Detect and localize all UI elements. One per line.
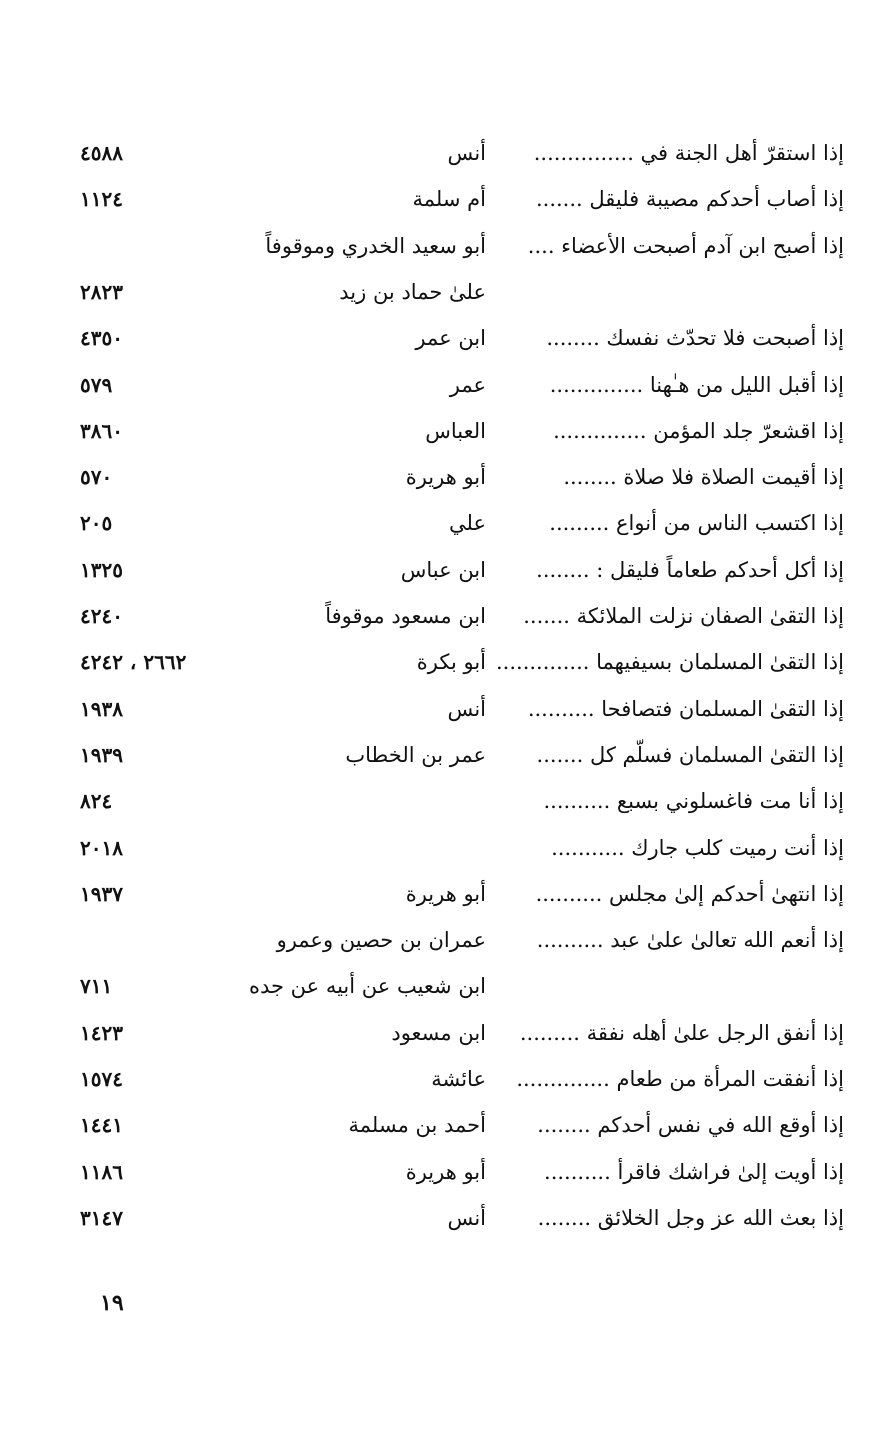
hadith-phrase: إذا أقبل الليل من هـٰهنا .............. <box>549 372 844 397</box>
index-entry-row <box>0 920 891 960</box>
hadith-phrase: إذا أقيمت الصلاة فلا صلاة ........ <box>563 465 844 490</box>
index-entry-row <box>0 550 891 590</box>
hadith-number: ٣١٤٧ <box>80 1205 123 1230</box>
index-entry-row <box>0 1105 891 1145</box>
hadith-number: ٢٨٢٣ <box>80 279 123 304</box>
hadith-number: ٧١١ <box>80 974 113 999</box>
index-entry-row <box>0 781 891 821</box>
narrator-name: أبو سعيد الخدري وموقوفاً <box>265 233 486 258</box>
page-number: ١٩ <box>100 1290 124 1316</box>
hadith-number: ١٥٧٤ <box>80 1067 123 1091</box>
narrator-name: عمران بن حصين وعمرو <box>276 928 486 953</box>
hadith-number: ٤٣٥٠ <box>80 326 123 351</box>
narrator-name: ابن مسعود موقوفاً <box>325 604 486 628</box>
narrator-name: أم سلمة <box>412 187 486 212</box>
hadith-phrase: إذا أوقع الله في نفس أحدكم ........ <box>537 1113 844 1138</box>
index-entry-row <box>0 828 891 868</box>
index-entry-row <box>0 365 891 405</box>
hadith-phrase: إذا اقشعرّ جلد المؤمن .............. <box>553 418 844 443</box>
hadith-phrase: إذا التقىٰ المسلمان فتصافحا .......... <box>527 696 844 721</box>
hadith-number: ١٩٣٩ <box>80 742 123 767</box>
index-entry-row <box>0 272 891 312</box>
narrator-name: أنس <box>447 1205 486 1230</box>
hadith-number: ٤٢٤٠ <box>80 604 123 628</box>
narrator-name: أنس <box>447 696 486 721</box>
index-entry-row <box>0 318 891 358</box>
hadith-number: ١٩٣٧ <box>80 881 123 906</box>
index-entry-row <box>0 133 891 173</box>
narrator-name: أحمد بن مسلمة <box>348 1113 486 1138</box>
index-entry-row <box>0 1013 891 1053</box>
hadith-number: ٢٠٥ <box>80 511 113 536</box>
hadith-number: ١٤٢٣ <box>80 1020 123 1045</box>
narrator-name: عائشة <box>431 1067 486 1091</box>
hadith-phrase: إذا اكتسب الناس من أنواع ......... <box>549 511 844 536</box>
index-entry-row <box>0 1198 891 1238</box>
narrator-name: ابن عمر <box>415 326 486 351</box>
hadith-number: ٨٢٤ <box>80 789 113 814</box>
hadith-number: ١٣٢٥ <box>80 557 123 582</box>
narrator-name: أبو هريرة <box>405 881 486 906</box>
narrator-name: أبو هريرة <box>405 465 486 490</box>
hadith-phrase: إذا أصبح ابن آدم أصبحت الأعضاء .... <box>527 233 844 258</box>
index-entry-row <box>0 735 891 775</box>
hadith-number: ٢٠١٨ <box>80 835 123 860</box>
hadith-phrase: إذا أنفقت المرأة من طعام .............. <box>516 1067 844 1091</box>
index-entry-row <box>0 689 891 729</box>
hadith-phrase: إذا أنعم الله تعالىٰ علىٰ عبد .......... <box>536 928 844 953</box>
narrator-name: علي <box>449 511 486 536</box>
hadith-number: ١١٢٤ <box>80 187 123 212</box>
narrator-name: علىٰ حماد بن زيد <box>339 279 486 304</box>
hadith-phrase: إذا أصاب أحدكم مصيبة فليقل ....... <box>535 187 844 212</box>
hadith-number: ١١٨٦ <box>80 1159 123 1184</box>
hadith-number: ٥٧٩ <box>80 372 113 397</box>
hadith-number: ٥٧٠ <box>80 465 113 490</box>
narrator-name: ابن شعيب عن أبيه عن جده <box>248 974 486 999</box>
index-entry-row <box>0 874 891 914</box>
narrator-name: أبو بكرة <box>416 650 486 675</box>
hadith-phrase: إذا بعث الله عز وجل الخلائق ........ <box>537 1205 844 1230</box>
hadith-phrase: إذا انتهىٰ أحدكم إلىٰ مجلس .......... <box>535 881 844 906</box>
hadith-number: ١٩٣٨ <box>80 696 123 721</box>
hadith-number: ٢٦٦٢ ، ٤٢٤٢ <box>80 650 187 675</box>
index-entry-row <box>0 966 891 1006</box>
narrator-name: عمر بن الخطاب <box>345 742 486 767</box>
index-entry-row <box>0 226 891 266</box>
hadith-number: ٤٥٨٨ <box>80 141 123 165</box>
index-entry-row <box>0 503 891 543</box>
index-entry-row <box>0 1152 891 1192</box>
hadith-phrase: إذا أكل أحدكم طعاماً فليقل : ........ <box>536 557 844 582</box>
hadith-phrase: إذا أنا مت فاغسلوني بسبع .......... <box>543 789 844 814</box>
index-entry-row <box>0 642 891 682</box>
index-entry-row <box>0 179 891 219</box>
index-entry-row <box>0 596 891 636</box>
narrator-name: أبو هريرة <box>405 1159 486 1184</box>
hadith-phrase: إذا التقىٰ المسلمان بسيفيهما .............. <box>496 650 844 675</box>
hadith-phrase: إذا التقىٰ الصفان نزلت الملائكة ....... <box>523 604 844 628</box>
index-entry-row <box>0 457 891 497</box>
hadith-number: ١٤٤١ <box>80 1113 123 1138</box>
narrator-name: ابن عباس <box>400 557 486 582</box>
hadith-phrase: إذا أصبحت فلا تحدّث نفسك ........ <box>546 326 844 351</box>
narrator-name: ابن مسعود <box>391 1020 486 1045</box>
hadith-number: ٣٨٦٠ <box>80 418 123 443</box>
hadith-phrase: إذا أنت رميت كلب جارك ........... <box>551 835 844 860</box>
narrator-name: العباس <box>425 418 486 443</box>
hadith-phrase: إذا استقرّ أهل الجنة في ............... <box>533 141 844 165</box>
narrator-name: عمر <box>449 372 486 397</box>
hadith-phrase: إذا التقىٰ المسلمان فسلّم كل ....... <box>536 742 844 767</box>
index-entry-row <box>0 1059 891 1099</box>
narrator-name: أنس <box>447 141 486 165</box>
hadith-phrase: إذا أنفق الرجل علىٰ أهله نفقة ......... <box>519 1020 844 1045</box>
hadith-phrase: إذا أويت إلىٰ فراشك فاقرأ .......... <box>544 1159 844 1184</box>
index-entry-row <box>0 411 891 451</box>
